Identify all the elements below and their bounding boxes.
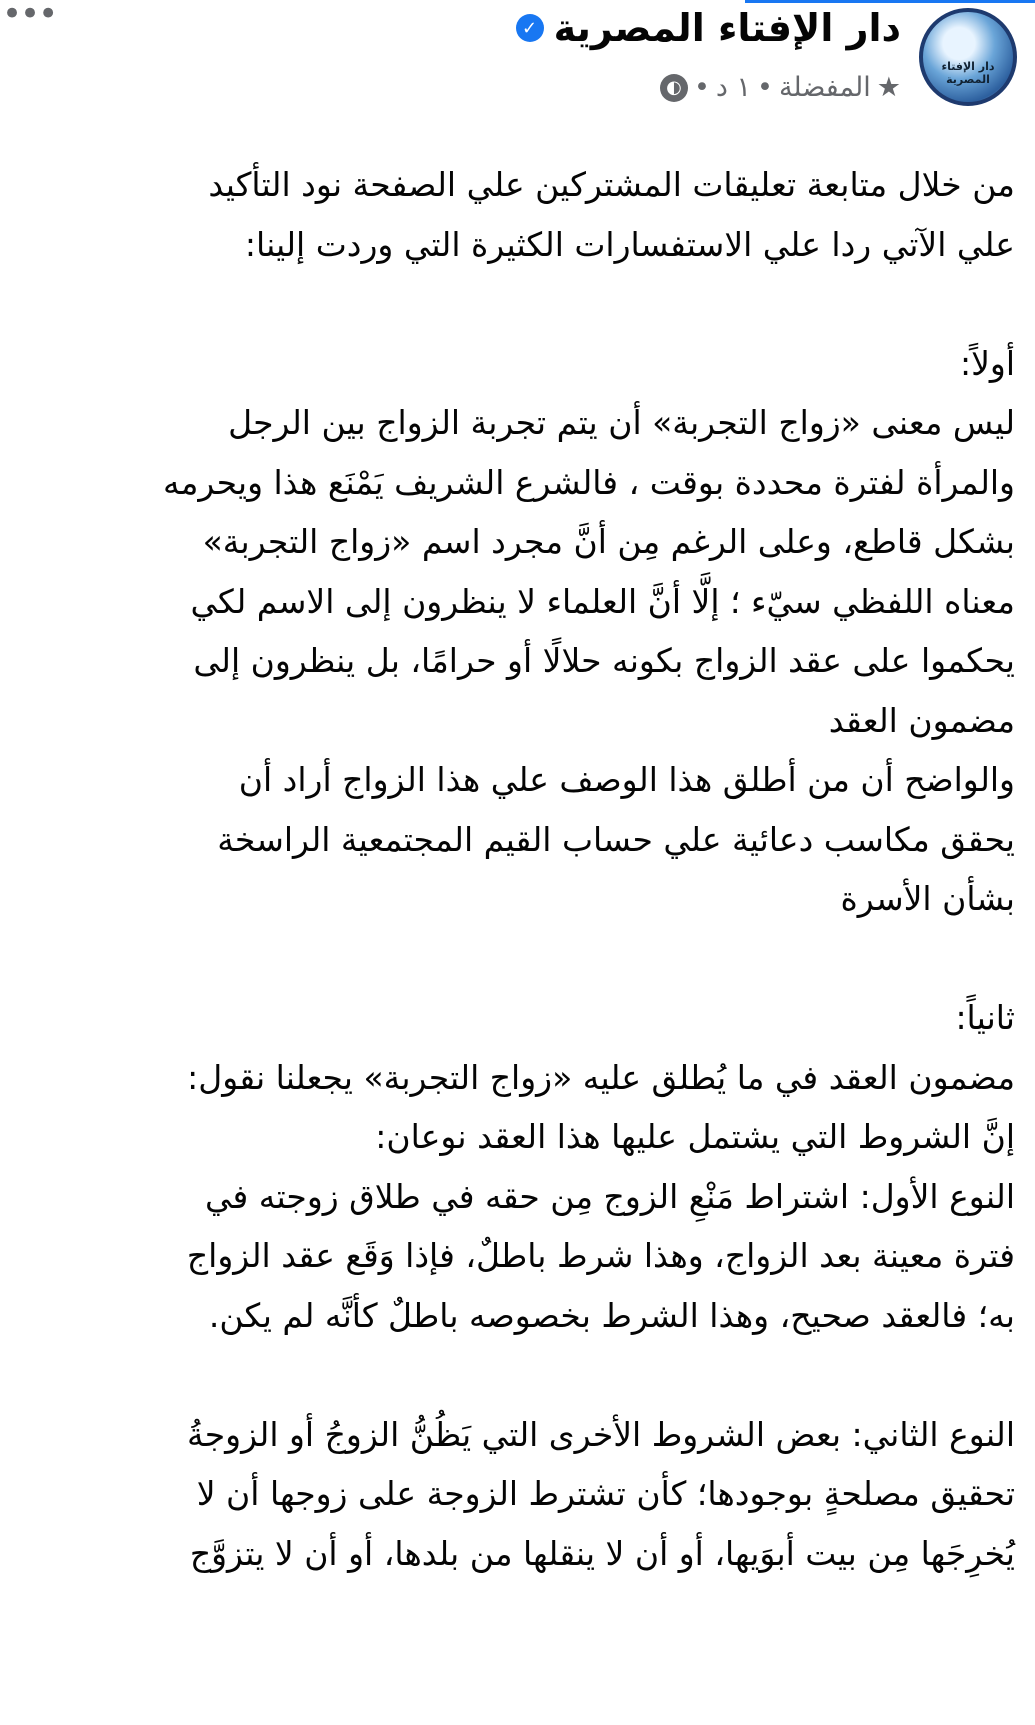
text-line: فترة معينة بعد الزواج، وهذا شرط باطلٌ، فإذا وَقَع عقد الزواج [186,1236,1015,1275]
separator-dot: • [757,72,773,103]
text-line: أولاً: [959,343,1015,383]
text-line: والواضح أن من أطلق هذا الوصف علي هذا الزواج أراد أن [238,760,1015,799]
separator-dot: • [693,72,710,103]
text-line: يُخرِجَها مِن بيت أبوَيها، أو أن لا ينقلها من بلدها، أو أن لا يتزوَّج [189,1533,1015,1573]
text-line: بشأن الأسرة [840,879,1015,918]
text-line: النوع الأول: اشتراط مَنْعِ الزوج مِن حقه في طلاق زوجته في [205,1176,1015,1216]
paragraph-spacer [14,929,1015,989]
post-meta [660,72,901,103]
text-line: معناه اللفظي سيّء ؛ إلَّا أنَّ العلماء لا ينظرون إلى الاسم لكي [190,581,1015,621]
paragraph-spacer [14,274,1015,334]
paragraph-spacer [14,1345,1015,1405]
text-line: مضمون العقد في ما يُطلق عليه «زواج التجربة» يجعلنا نقول: [187,1057,1015,1097]
text-line: به؛ فالعقد صحيح، وهذا الشرط بخصوصه باطلٌ كأنَّه لم يكن. [208,1295,1015,1335]
text-line: يحقق مكاسب دعائية علي حساب القيم المجتمعية الراسخة [217,819,1015,859]
text-line: بشكل قاطع، وعلى الرغم مِن أنَّ مجرد اسم «زواج التجربة» [202,522,1015,561]
text-line: إنَّ الشروط التي يشتمل عليها هذا العقد نوعان: [375,1117,1015,1156]
post-header [0,0,1035,120]
text-line: مضمون العقد [828,700,1015,740]
text-line: يحكموا على عقد الزواج بكونه حلالًا أو حرامًا، بل ينظرون إلى [193,641,1015,680]
star-icon: ★ [876,72,901,103]
text-line: تحقيق مصلحةٍ بوجودها؛ كأن تشترط الزوجة على زوجها أن لا [196,1474,1015,1513]
text-line: النوع الثاني: بعض الشروط الأخرى التي يَظُنُّ الزوجُ أو الزوجةُ [187,1414,1015,1454]
post-time[interactable]: ١ د [715,72,752,103]
text-line: والمرأة لفترة محددة بوقت ، فالشرع الشريف يَمْنَع هذا ويحرمه [163,462,1015,502]
avatar-logo-text: دار الإفتاء المصرية [941,60,995,86]
audience-label: المفضلة [778,72,871,103]
text-line: علي الآتي ردا علي الاستفسارات الكثيرة التي وردت إلينا: [244,224,1015,264]
verified-badge-icon: ✓ [516,14,544,42]
more-options-icon[interactable]: ••• [2,0,57,34]
author-name-row[interactable] [516,6,901,50]
post-text [14,155,1015,1583]
text-line: ليس معنى «زواج التجربة» أن يتم تجربة الزواج بين الرجل [228,403,1015,442]
text-line: ثانياً: [955,998,1015,1037]
page-avatar[interactable] [919,8,1017,106]
globe-icon: ◐ [660,74,688,102]
text-line: من خلال متابعة تعليقات المشتركين علي الصفحة نود التأكيد [208,165,1015,204]
author-name[interactable]: دار الإفتاء المصرية [553,6,901,50]
